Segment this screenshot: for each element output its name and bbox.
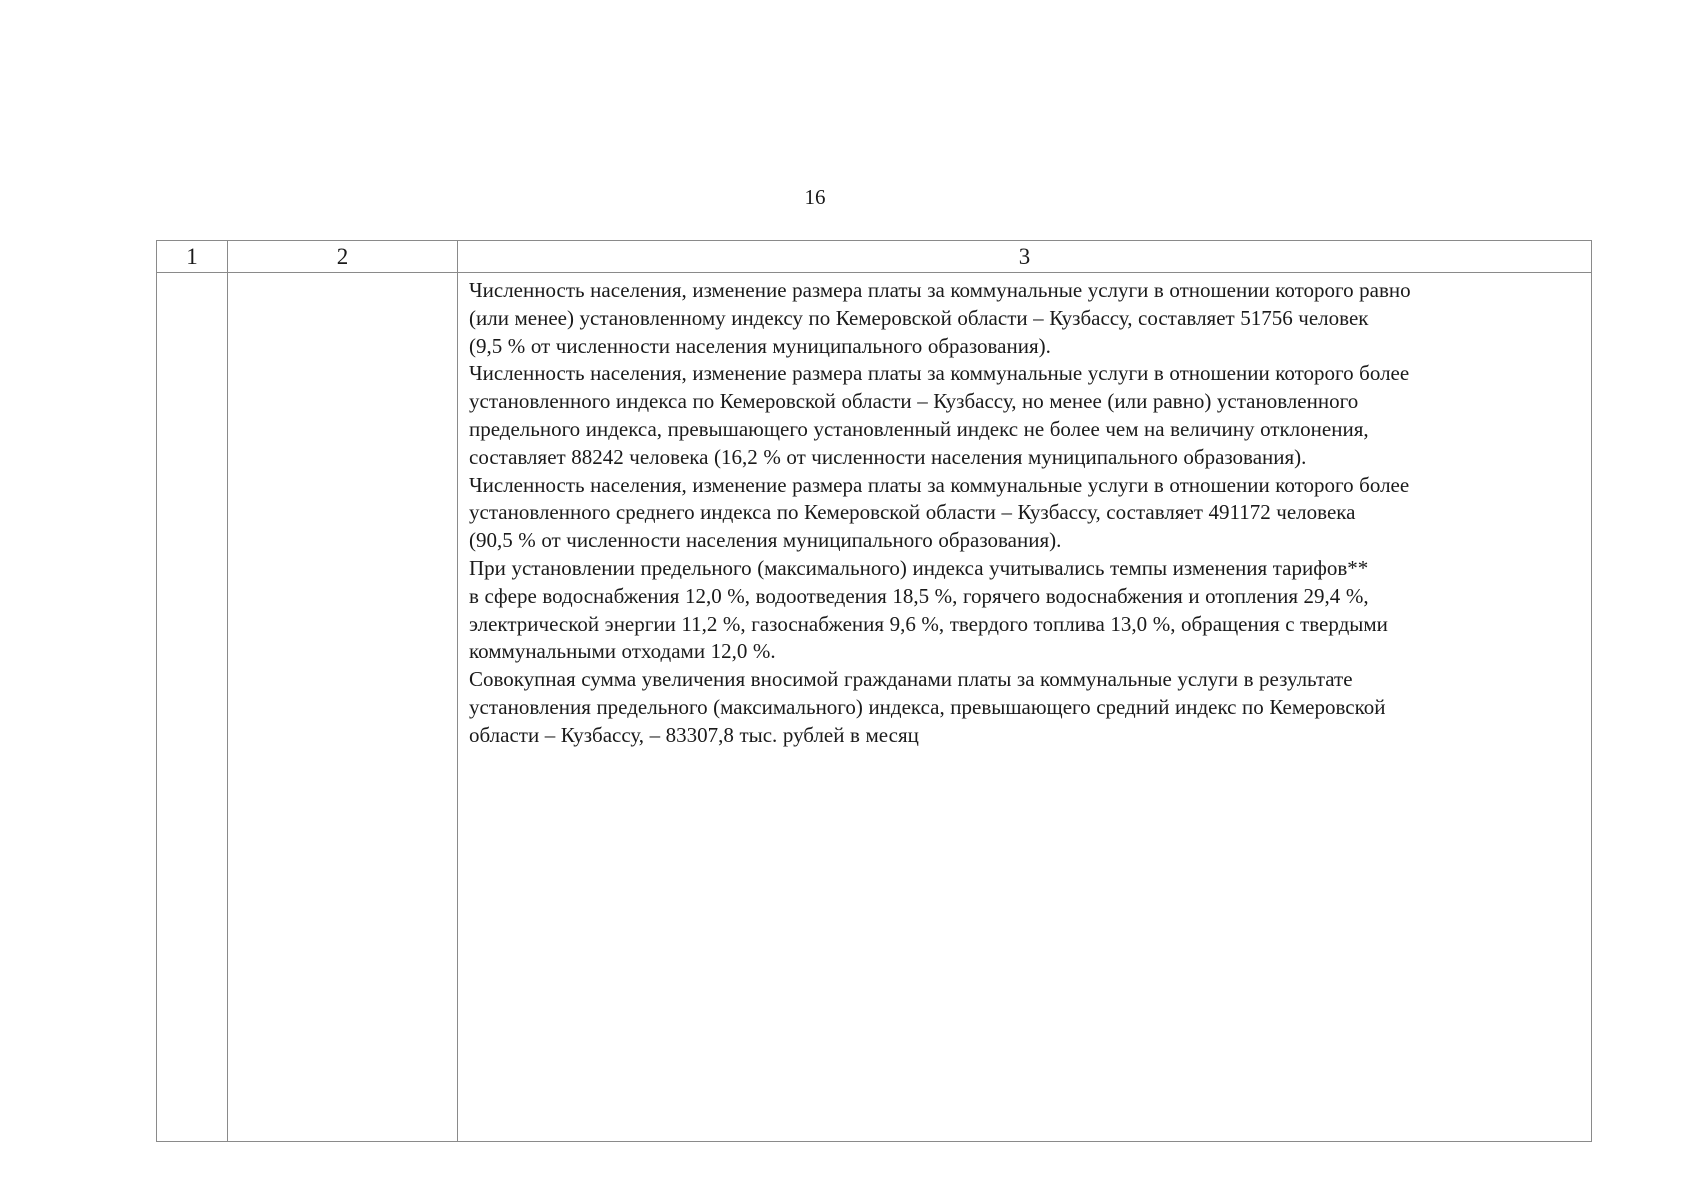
text-line: установленного индекса по Кемеровской области – Кузбассу, но менее (или равно) установленного bbox=[469, 389, 1359, 414]
column-header-2: 2 bbox=[228, 241, 458, 273]
text-line: (или менее) установленному индексу по Кемеровской области – Кузбассу, составляет 51756 человек bbox=[469, 305, 1369, 330]
text-line: Совокупная сумма увеличения вносимой гражданами платы за коммунальные услуги в результате bbox=[469, 667, 1353, 692]
column-header-1: 1 bbox=[157, 241, 228, 273]
text-line: При установлении предельного (максимального) индекса учитывались темпы изменения тарифов** bbox=[469, 555, 1369, 580]
table-row bbox=[157, 273, 1592, 1142]
text-line: коммунальными отходами 12,0 %. bbox=[469, 639, 776, 664]
text-line: составляет 88242 человека (16,2 % от численности населения муниципального образования). bbox=[469, 444, 1307, 469]
text-line: установленного среднего индекса по Кемеровской области – Кузбассу, составляет 491172 человека bbox=[469, 500, 1356, 525]
text-line: электрической энергии 11,2 %, газоснабжения 9,6 %, твердого топлива 13,0 %, обращения с твердыми bbox=[469, 611, 1388, 636]
text-line: (90,5 % от численности населения муниципального образования). bbox=[469, 528, 1062, 553]
cell-text-block bbox=[458, 273, 1591, 750]
page-number: 16 bbox=[804, 185, 826, 209]
column-header-3: 3 bbox=[458, 241, 1592, 273]
table-cell-col3 bbox=[458, 273, 1592, 1142]
table-cell-col1 bbox=[157, 273, 228, 1142]
text-line: (9,5 % от численности населения муниципального образования). bbox=[469, 333, 1051, 358]
text-line: Численность населения, изменение размера платы за коммунальные услуги в отношении которого более bbox=[469, 361, 1410, 386]
text-line: в сфере водоснабжения 12,0 %, водоотведения 18,5 %, горячего водоснабжения и отопления 29,4 %, bbox=[469, 583, 1369, 608]
text-line: Численность населения, изменение размера платы за коммунальные услуги в отношении которого более bbox=[469, 472, 1410, 497]
text-line: Численность населения, изменение размера платы за коммунальные услуги в отношении которого равно bbox=[469, 278, 1411, 302]
text-line: области – Кузбассу, – 83307,8 тыс. рублей в месяц bbox=[469, 722, 919, 747]
content-table bbox=[156, 240, 1592, 1142]
text-line: установления предельного (максимального) индекса, превышающего средний индекс по Кемеровской bbox=[469, 694, 1386, 719]
table-header-row bbox=[157, 241, 1592, 273]
table-cell-col2 bbox=[228, 273, 458, 1142]
text-line: предельного индекса, превышающего установленный индекс не более чем на величину отклонения, bbox=[469, 416, 1369, 441]
